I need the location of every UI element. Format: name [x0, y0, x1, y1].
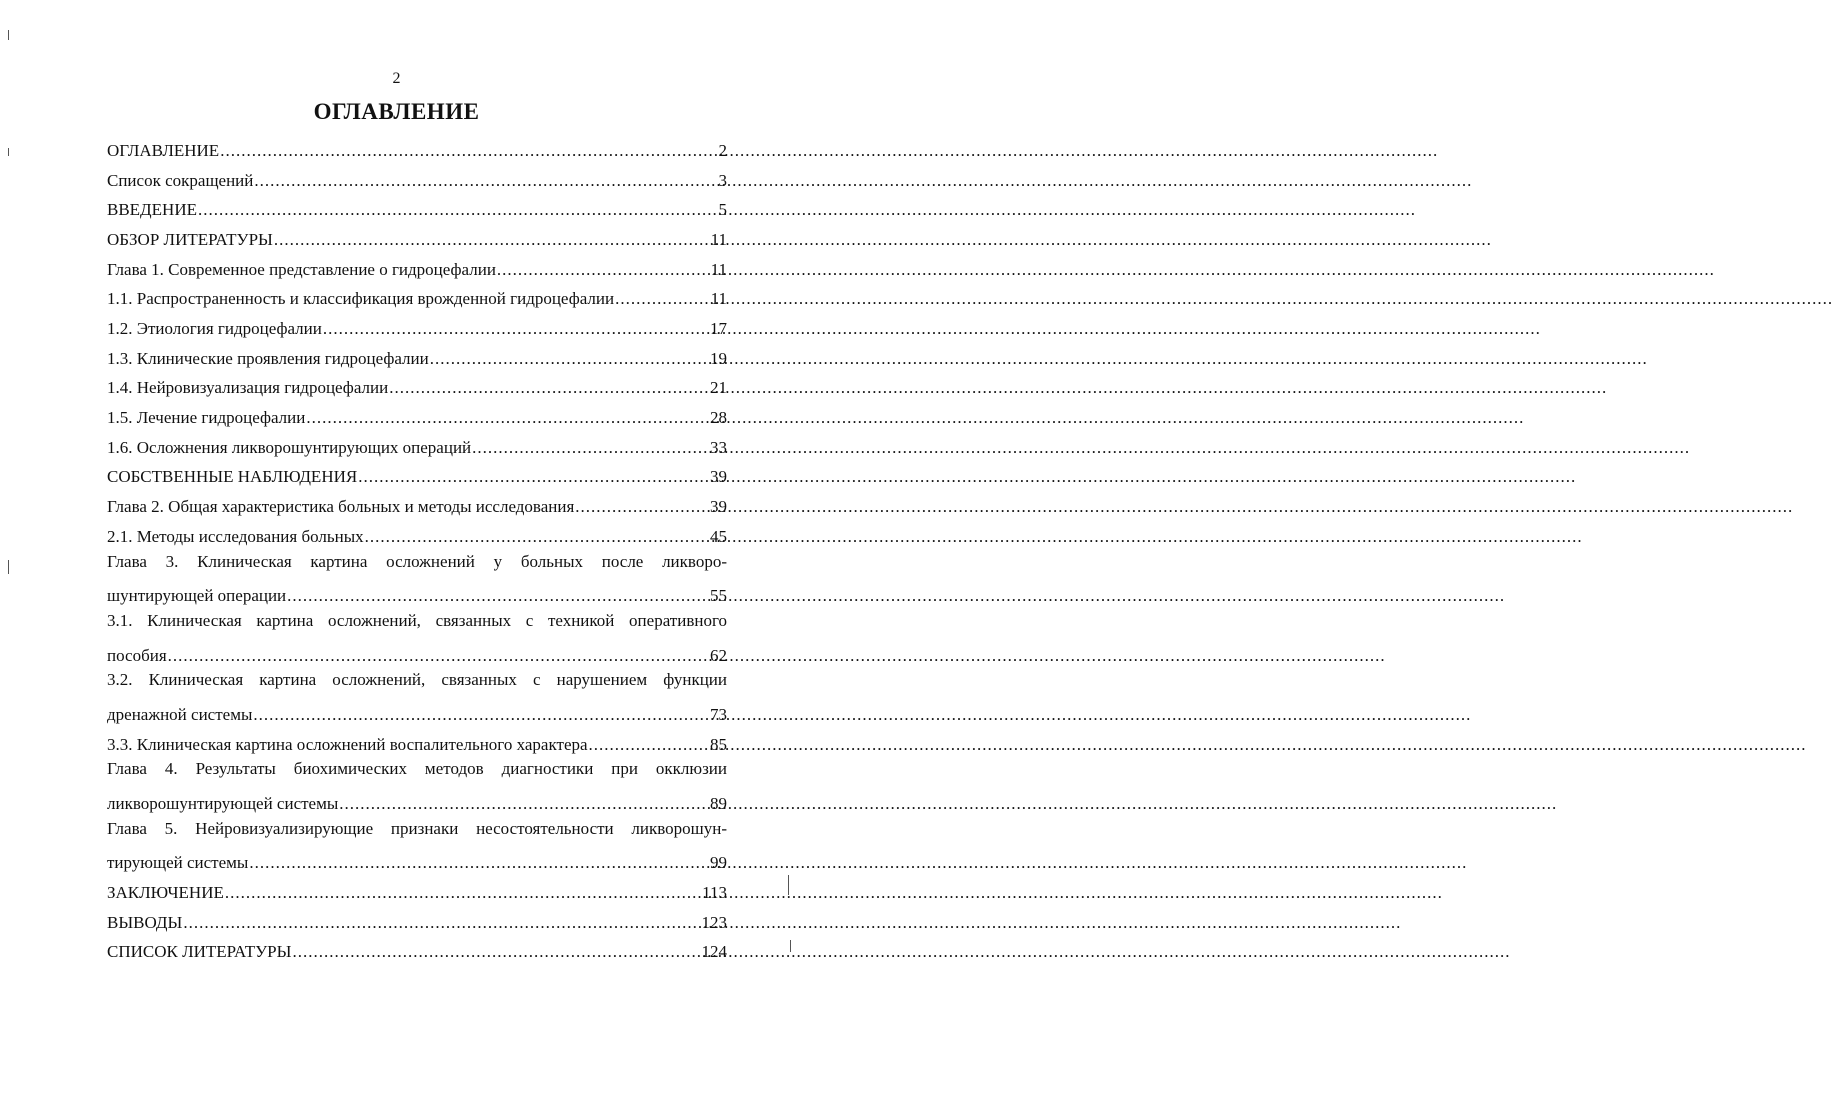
toc-entry-2-1 [107, 522, 727, 552]
toc-entry-chapter-1 [107, 255, 727, 285]
scan-artifact [790, 940, 791, 952]
scan-artifact [788, 875, 789, 895]
toc-entry-chapter-4-line2 [107, 789, 727, 819]
toc-entry-3-2-line2 [107, 700, 727, 730]
toc-entry-page: 123 [701, 912, 727, 932]
toc-entry-text: Список сокращений [107, 170, 254, 190]
toc-entry-text: 1.2. Этиология гидроцефалии [107, 318, 322, 338]
toc-entry-text: 2.1. Методы исследования больных [107, 526, 364, 546]
toc-entry-page: 5 [718, 200, 727, 220]
toc-entry-text: Глава 3. Клиническая картина осложнений у больных после ликворо- [107, 551, 727, 571]
document-page [0, 0, 793, 1105]
toc-leader [287, 586, 709, 606]
toc-entry-text: тирующей системы [107, 853, 249, 873]
toc-entry-chapter-5-line2 [107, 849, 727, 879]
toc-entry-text: 1.4. Нейровизуализация гидроцефалии [107, 378, 389, 398]
scan-artifact [8, 148, 9, 156]
toc-entry-text: ЗАКЛЮЧЕНИЕ [107, 883, 224, 903]
toc-entry-text: Глава 2. Общая характеристика больных и методы исследования [107, 497, 575, 517]
scan-artifact [8, 30, 9, 40]
toc-entry-introduction [107, 195, 727, 225]
toc-leader [306, 408, 709, 428]
toc-entry-page: 2 [718, 140, 727, 160]
toc-entry-1-3 [107, 344, 727, 374]
page-title: ОГЛАВЛЕНИЕ [313, 99, 480, 124]
toc-entry-1-1 [107, 284, 727, 314]
toc-entry-chapter-3-line1 [107, 552, 727, 582]
toc-entry-1-2 [107, 314, 727, 344]
toc-entry-text: СПИСОК ЛИТЕРАТУРЫ [107, 942, 292, 962]
toc-entry-text: ВЫВОДЫ [107, 912, 183, 932]
toc-leader [292, 942, 700, 962]
toc-entry-page: 113 [702, 883, 727, 903]
toc-leader [358, 467, 709, 487]
toc-leader [168, 646, 709, 666]
toc-entry-findings [107, 908, 727, 938]
toc-entry-abbreviations [107, 166, 727, 196]
toc-leader [472, 438, 709, 458]
toc-entry-1-4 [107, 374, 727, 404]
toc-entry-conclusion [107, 878, 727, 908]
toc-entry-page: 3 [718, 170, 727, 190]
toc-leader [497, 260, 710, 280]
toc-entry-page: 11 [710, 259, 727, 279]
toc-entry-text: Глава 5. Нейровизуализирующие признаки несостоятельности ликворошун- [107, 818, 727, 838]
toc-entry-text: ОГЛАВЛЕНИЕ [107, 140, 220, 160]
toc-entry-text: Глава 4. Результаты биохимических методов диагностики при окклюзии [107, 759, 727, 779]
toc-leader [220, 141, 717, 161]
toc-entry-chapter-5-line1 [107, 819, 727, 849]
toc-entry-chapter-2 [107, 492, 727, 522]
toc-entry-page: 39 [710, 467, 727, 487]
toc-entry-references [107, 938, 727, 968]
toc-entry-text: 3.1. Клиническая картина осложнений, связанных с техникой оперативного [107, 611, 727, 630]
toc-entry-3-3 [107, 730, 727, 760]
toc-entry-text: дренажной системы [107, 704, 253, 724]
toc-entry-page: 39 [710, 497, 727, 517]
toc-leader [198, 200, 718, 220]
toc-entry-text: шунтирующей операции [107, 586, 287, 606]
toc-entry-page: 55 [710, 586, 727, 606]
toc-entry-3-1-line2 [107, 641, 727, 671]
toc-leader [253, 705, 709, 725]
toc-entry-text: ВВЕДЕНИЕ [107, 200, 197, 220]
toc-entry-text: 1.6. Осложнения ликворошунтирующих операций [107, 437, 472, 457]
toc-leader [339, 794, 709, 814]
toc-entry-text: 1.3. Клинические проявления гидроцефалии [107, 348, 429, 368]
toc-leader [389, 378, 709, 398]
toc-entry-text: ликворошунтирующей системы [107, 793, 339, 813]
table-of-contents [107, 136, 727, 967]
toc-entry-text: 3.2. Клиническая картина осложнений, связанных с нарушением функции [107, 670, 727, 690]
toc-leader [274, 230, 710, 250]
toc-entry-page: 19 [710, 348, 727, 368]
toc-entry-text: СОБСТВЕННЫЕ НАБЛЮДЕНИЯ [107, 467, 358, 487]
toc-entry-page: 73 [710, 704, 727, 724]
toc-entry-page: 85 [710, 734, 727, 754]
toc-entry-text: 1.1. Распространенность и классификация врожденной гидроцефалии [107, 289, 615, 309]
toc-leader [254, 171, 717, 191]
toc-entry-page: 11 [710, 229, 727, 249]
toc-entry-page: 124 [701, 942, 727, 962]
toc-leader [183, 913, 700, 933]
toc-entry-1-6 [107, 433, 727, 463]
toc-leader [575, 497, 709, 517]
toc-entry-own-observations [107, 463, 727, 493]
toc-entry-text: Глава 1. Современное представление о гидроцефалии [107, 259, 496, 279]
toc-entry-page: 99 [710, 853, 727, 873]
toc-entry-page: 28 [710, 408, 727, 428]
toc-leader [430, 349, 709, 369]
toc-entry-text: ОБЗОР ЛИТЕРАТУРЫ [107, 229, 273, 249]
toc-leader [249, 853, 709, 873]
toc-entry-literature-review [107, 225, 727, 255]
toc-leader [323, 319, 709, 339]
toc-entry-oglavlenie [107, 136, 727, 166]
toc-entry-text: 3.3. Клиническая картина осложнений воспалительного характера [107, 734, 588, 754]
toc-entry-chapter-4-line1 [107, 759, 727, 789]
toc-entry-page: 17 [710, 318, 727, 338]
toc-entry-chapter-3-line2 [107, 581, 727, 611]
toc-entry-page: 21 [710, 378, 727, 398]
toc-leader [589, 735, 709, 755]
toc-entry-1-5 [107, 403, 727, 433]
toc-entry-text: 1.5. Лечение гидроцефалии [107, 408, 306, 428]
page-number: 2 [392, 70, 401, 87]
toc-entry-3-1-line1 [107, 611, 727, 641]
toc-leader [225, 883, 701, 903]
toc-entry-3-2-line1 [107, 670, 727, 700]
toc-entry-page: 33 [710, 437, 727, 457]
toc-entry-text: пособия [107, 645, 167, 665]
toc-leader [365, 527, 709, 547]
toc-entry-page: 45 [710, 526, 727, 546]
toc-entry-page: 89 [710, 793, 727, 813]
toc-entry-page: 62 [710, 645, 727, 665]
scan-artifact [8, 560, 9, 574]
toc-entry-page: 11 [710, 289, 727, 309]
toc-leader [615, 289, 710, 309]
